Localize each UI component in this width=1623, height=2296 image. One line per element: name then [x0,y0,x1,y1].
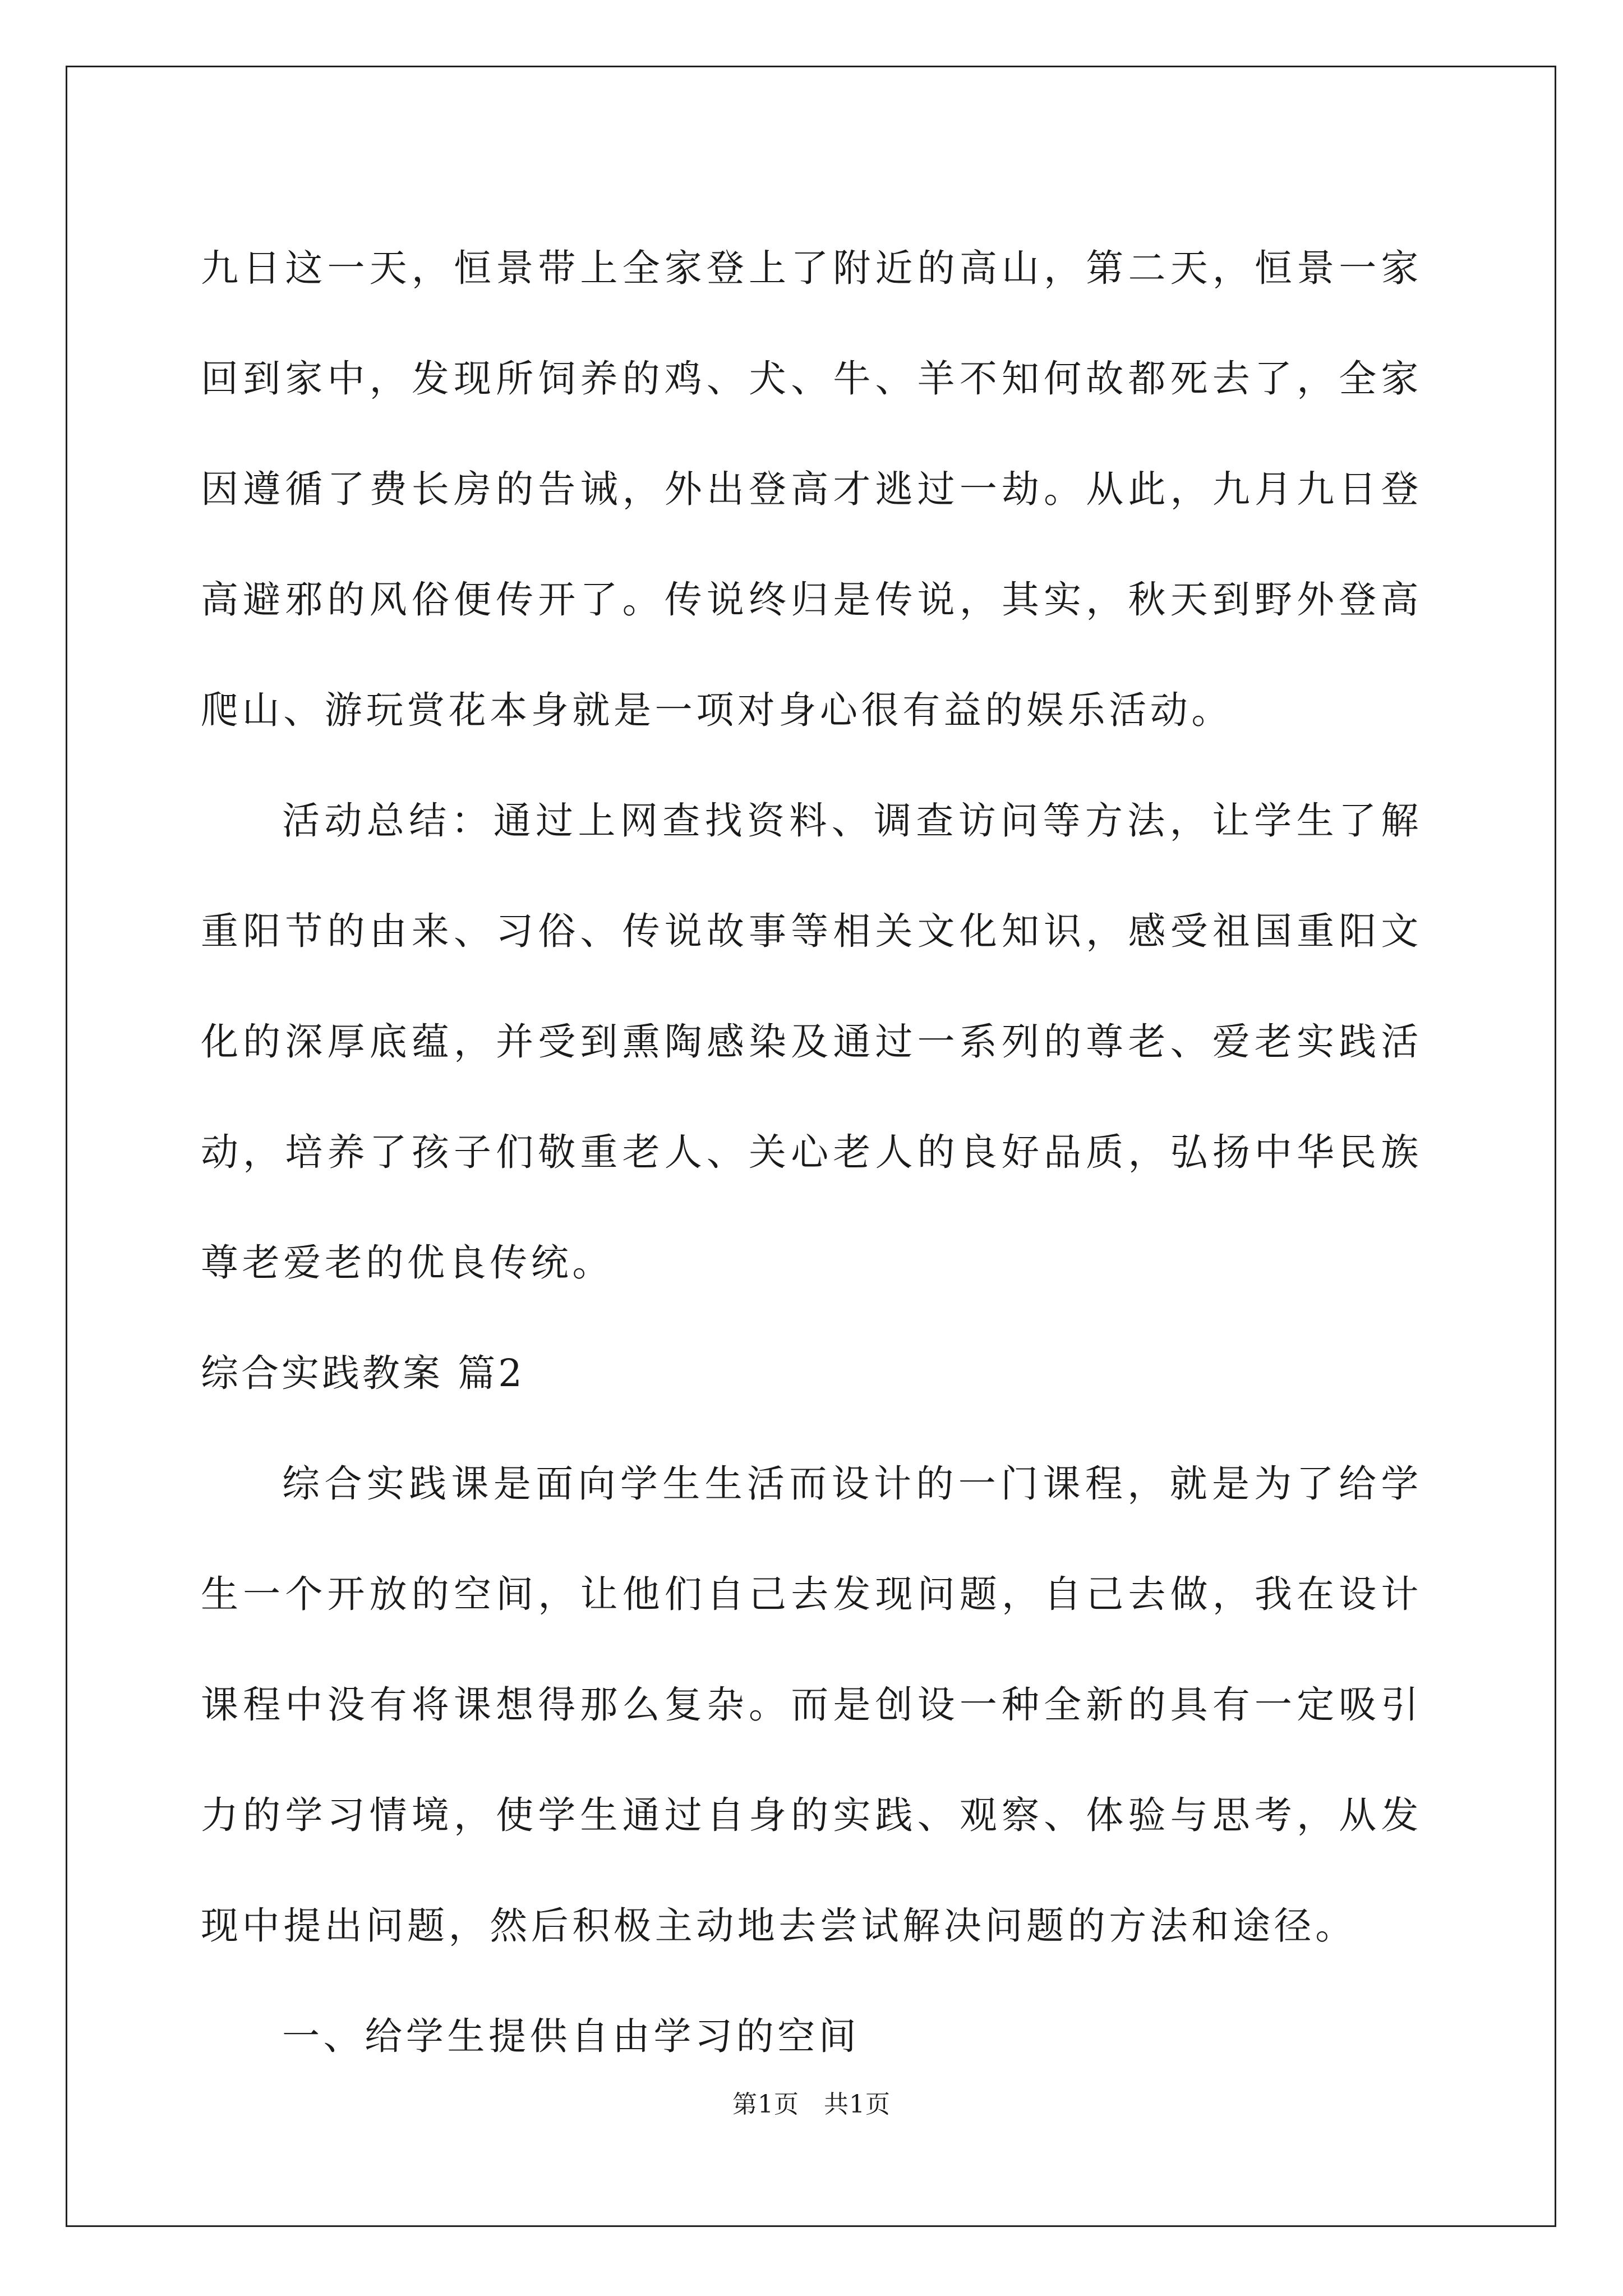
paragraph-activity-summary: 活动总结：通过上网查找资料、调查访问等方法，让学生了解重阳节的由来、习俗、传说故事等相关文化知识，感受祖国重阳文化的深厚底蕴，并受到熏陶感染及通过一系列的尊老、爱老实践活动，培养了孩子们敬重老人、关心老人的良好品质，弘扬中华民族尊老爱老的优良传统。 [201,799,1422,1285]
paragraph-course-intro: 综合实践课是面向学生生活而设计的一门课程，就是为了给学生一个开放的空间，让他们自己去发现问题，自己去做，我在设计课程中没有将课想得那么复杂。而是创设一种全新的具有一定吸引力的学习情境，使学生通过自身的实践、观察、体验与思考，从发现中提出问题，然后积极主动地去尝试解决问题的方法和途径。 [201,1462,1422,1948]
document-body [201,213,1422,2092]
page-number-total: 共1页 [824,2090,891,2119]
page-footer [0,2088,1623,2122]
page-number-current: 第1页 [732,2090,799,2119]
section-heading: 综合实践教案 篇2 [201,1351,525,1395]
paragraph-subheading-one: 一、给学生提供自由学习的空间 [282,2014,860,2058]
paragraph-legend-ending: 九日这一天，恒景带上全家登上了附近的高山，第二天，恒景一家回到家中，发现所饲养的鸡、犬、牛、羊不知何故都死去了，全家因遵循了费长房的告诫，外出登高才逃过一劫。从此，九月九日登高避邪的风俗便传开了。传说终归是传说，其实，秋天到野外登高爬山、游玩赏花本身就是一项对身心很有益的娱乐活动。 [201,246,1422,732]
